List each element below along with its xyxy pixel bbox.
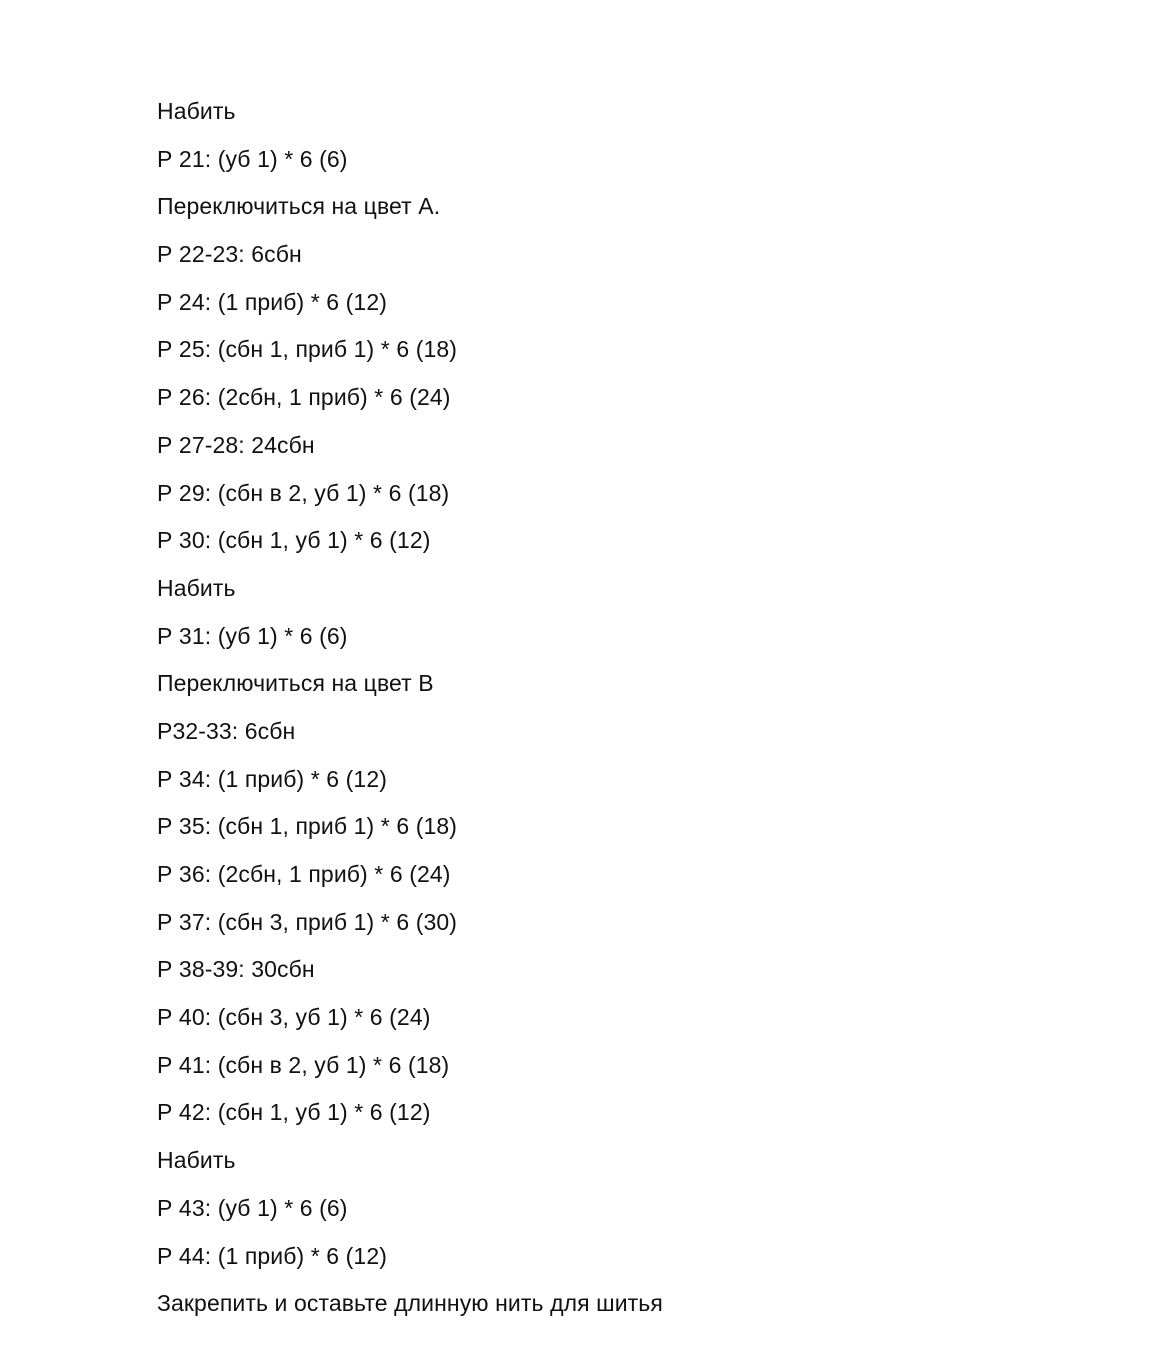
instruction-line: Р 35: (сбн 1, приб 1) * 6 (18) bbox=[157, 813, 458, 840]
instruction-line: Р 34: (1 приб) * 6 (12) bbox=[157, 765, 387, 792]
instruction-line: Р 44: (1 приб) * 6 (12) bbox=[157, 1242, 387, 1269]
instruction-line: Р 29: (сбн в 2, уб 1) * 6 (18) bbox=[157, 479, 450, 506]
instruction-line: Набить bbox=[157, 574, 236, 601]
instruction-line: Р 36: (2сбн, 1 приб) * 6 (24) bbox=[157, 861, 451, 887]
instruction-line: Р 21: (уб 1) * 6 (6) bbox=[157, 145, 348, 172]
instruction-line: Набить bbox=[157, 98, 236, 124]
instruction-line: Набить bbox=[157, 1147, 236, 1174]
instruction-line: Р32-33: 6сбн bbox=[157, 717, 296, 744]
instruction-line: Р 42: (сбн 1, уб 1) * 6 (12) bbox=[157, 1099, 431, 1126]
instruction-line: Р 31: (уб 1) * 6 (6) bbox=[157, 622, 348, 649]
instruction-line: Р 40: (сбн 3, уб 1) * 6 (24) bbox=[157, 1004, 431, 1031]
pattern-instructions bbox=[157, 88, 663, 1328]
instruction-line: Закрепить и оставьте длинную нить для шитья bbox=[157, 1290, 663, 1317]
instruction-line: Р 37: (сбн 3, приб 1) * 6 (30) bbox=[157, 908, 458, 935]
instruction-line: Переключиться на цвет А. bbox=[157, 193, 441, 220]
instruction-line: Р 25: (сбн 1, приб 1) * 6 (18) bbox=[157, 336, 458, 363]
instruction-line: Р 30: (сбн 1, уб 1) * 6 (12) bbox=[157, 527, 431, 554]
instruction-line: Р 27-28: 24сбн bbox=[157, 431, 315, 458]
instruction-line: Р 41: (сбн в 2, уб 1) * 6 (18) bbox=[157, 1051, 450, 1078]
instruction-line: Р 38-39: 30сбн bbox=[157, 956, 315, 983]
instruction-line: Р 24: (1 приб) * 6 (12) bbox=[157, 288, 387, 315]
instruction-line: Р 22-23: 6сбн bbox=[157, 241, 302, 268]
instruction-line: Переключиться на цвет В bbox=[157, 670, 434, 697]
instruction-line: Р 26: (2сбн, 1 приб) * 6 (24) bbox=[157, 384, 451, 411]
instruction-line: Р 43: (уб 1) * 6 (6) bbox=[157, 1194, 348, 1221]
